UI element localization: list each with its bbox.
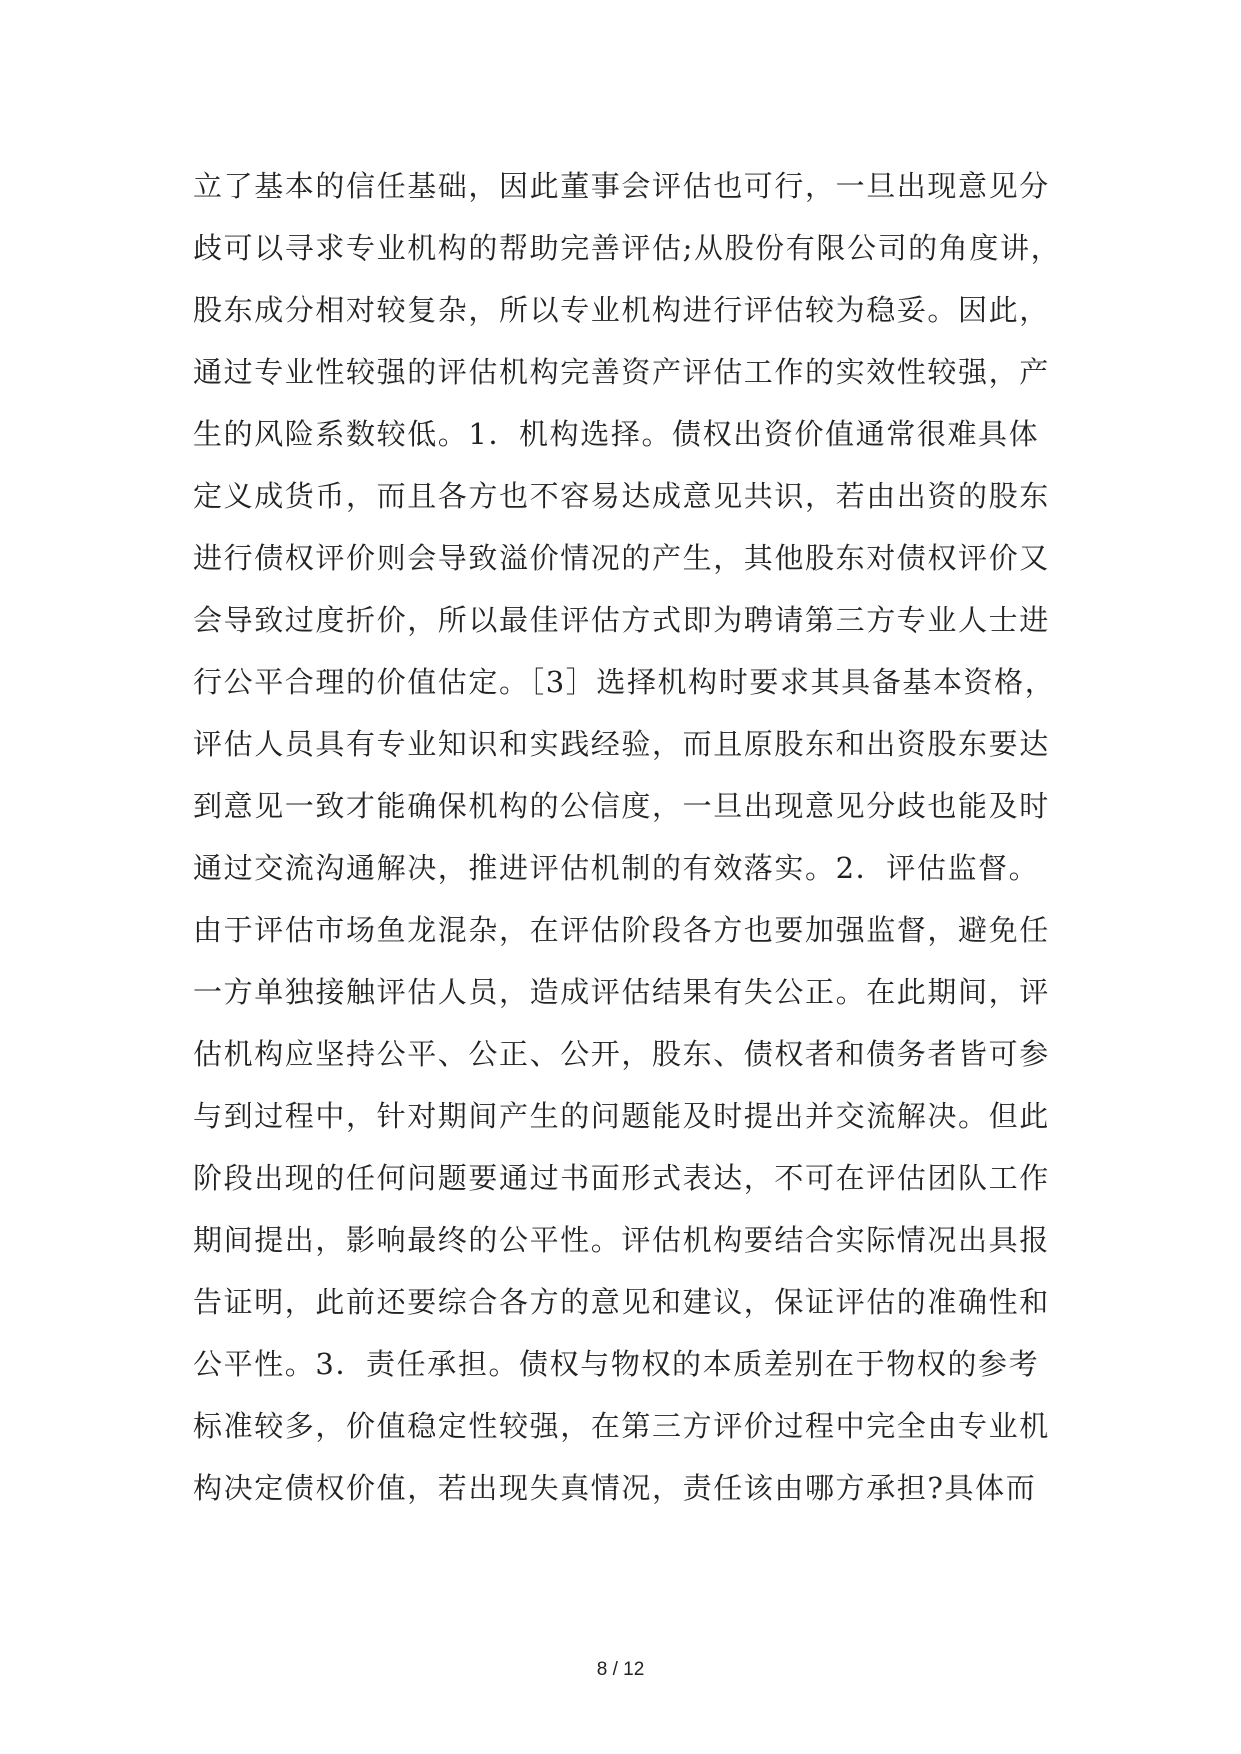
text-line: 股东成分相对较复杂，所以专业机构进行评估较为稳妥。因此， <box>193 293 1050 327</box>
text-line: 一方单独接触评估人员，造成评估结果有失公正。在此期间，评 <box>193 975 1050 1009</box>
text-line: 到意见一致才能确保机构的公信度，一旦出现意见分歧也能及时 <box>193 789 1050 823</box>
text-line: 估机构应坚持公平、公正、公开，股东、债权者和债务者皆可参 <box>193 1037 1050 1071</box>
body-text <box>193 155 1073 1519</box>
text-line: 立了基本的信任基础，因此董事会评估也可行，一旦出现意见分 <box>193 169 1050 203</box>
text-line: 阶段出现的任何问题要通过书面形式表达，不可在评估团队工作 <box>193 1161 1050 1195</box>
text-line: 标准较多，价值稳定性较强，在第三方评价过程中完全由专业机 <box>193 1409 1050 1443</box>
text-line: 会导致过度折价，所以最佳评估方式即为聘请第三方专业人士进 <box>193 603 1050 637</box>
text-line: 行公平合理的价值估定。［3］选择机构时要求其具备基本资格， <box>193 665 1056 699</box>
text-line: 通过专业性较强的评估机构完善资产评估工作的实效性较强，产 <box>193 355 1050 389</box>
text-line: 构决定债权价值，若出现失真情况，责任该由哪方承担?具体而 <box>193 1471 1037 1505</box>
text-line: 进行债权评价则会导致溢价情况的产生，其他股东对债权评价又 <box>193 541 1050 575</box>
text-line: 公平性。3．责任承担。债权与物权的本质差别在于物权的参考 <box>193 1347 1040 1381</box>
text-line: 告证明，此前还要综合各方的意见和建议，保证评估的准确性和 <box>193 1285 1050 1319</box>
page-number: 8 / 12 <box>596 1659 645 1680</box>
text-line: 与到过程中，针对期间产生的问题能及时提出并交流解决。但此 <box>193 1099 1050 1133</box>
text-line: 生的风险系数较低。1．机构选择。债权出资价值通常很难具体 <box>193 417 1040 451</box>
text-line: 通过交流沟通解决，推进评估机制的有效落实。2．评估监督。 <box>193 851 1040 885</box>
text-line: 定义成货币，而且各方也不容易达成意见共识，若由出资的股东 <box>193 479 1050 513</box>
text-line: 由于评估市场鱼龙混杂，在评估阶段各方也要加强监督，避免任 <box>193 913 1050 947</box>
text-line: 歧可以寻求专业机构的帮助完善评估;从股份有限公司的角度讲， <box>193 231 1062 265</box>
text-line: 评估人员具有专业知识和实践经验，而且原股东和出资股东要达 <box>193 727 1050 761</box>
text-line: 期间提出，影响最终的公平性。评估机构要结合实际情况出具报 <box>193 1223 1050 1257</box>
